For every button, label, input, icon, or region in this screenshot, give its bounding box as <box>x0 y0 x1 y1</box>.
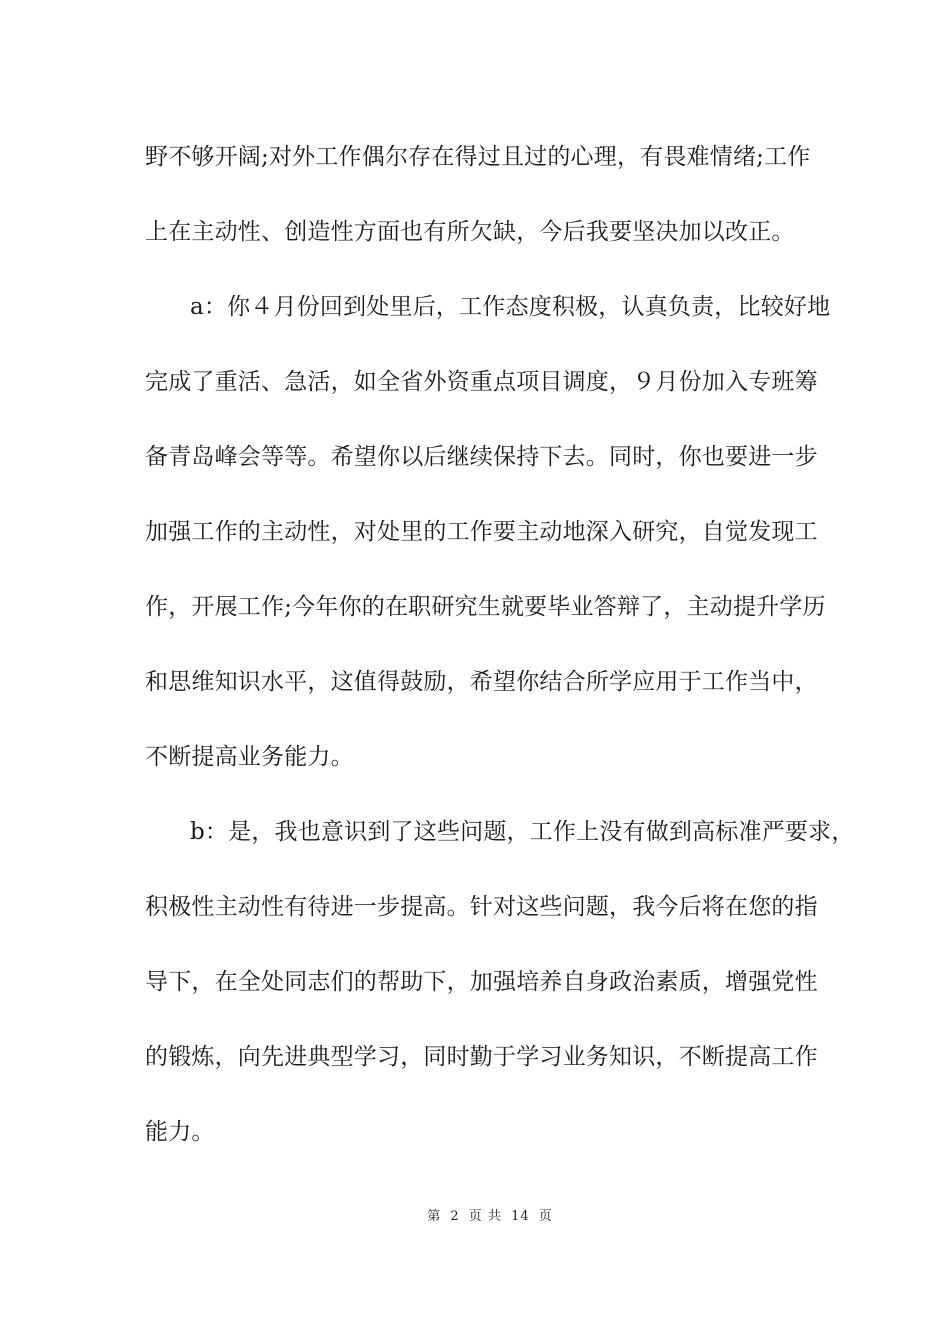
body-line: 导下，在全处同志们的帮助下，加强培养自身政治素质，增强党性 <box>145 969 818 995</box>
body-line: 备青岛峰会等等。希望你以后继续保持下去。同时，你也要进一步 <box>145 444 818 470</box>
footer-page-number: 2 <box>450 1209 460 1224</box>
footer-total-pages: 14 <box>511 1209 530 1224</box>
body-line: 上在主动性、创造性方面也有所欠缺，今后我要坚决加以改正。 <box>145 219 795 245</box>
paragraph-a-start: a：你４月份回到处里后，工作态度积极，认真负责，比较好地 <box>190 294 831 320</box>
body-line: 的锻炼，向先进典型学习，同时勤于学习业务知识，不断提高工作 <box>145 1044 818 1070</box>
body-line: 野不够开阔;对外工作偶尔存在得过且过的心理，有畏难情绪;工作 <box>145 144 811 170</box>
body-line: 和思维知识水平，这值得鼓励，希望你结合所学应用于工作当中， <box>145 669 818 695</box>
body-line: 能力。 <box>145 1119 215 1145</box>
body-line: 不断提高业务能力。 <box>145 744 354 770</box>
footer-middle: 页 共 <box>468 1209 502 1224</box>
page-footer <box>0 1209 950 1225</box>
body-line: 完成了重活、急活，如全省外资重点项目调度，９月份加入专班筹 <box>145 369 818 395</box>
body-line: 积极性主动性有待进一步提高。针对这些问题，我今后将在您的指 <box>145 894 818 920</box>
paragraph-b-start: b：是，我也意识到了这些问题，工作上没有做到高标准严要求， <box>190 819 855 845</box>
body-line: 加强工作的主动性，对处里的工作要主动地深入研究，自觉发现工 <box>145 519 818 545</box>
footer-suffix: 页 <box>538 1209 553 1224</box>
body-line: 作，开展工作;今年你的在职研究生就要毕业答辩了，主动提升学历 <box>145 594 826 620</box>
footer-prefix: 第 <box>427 1209 442 1224</box>
